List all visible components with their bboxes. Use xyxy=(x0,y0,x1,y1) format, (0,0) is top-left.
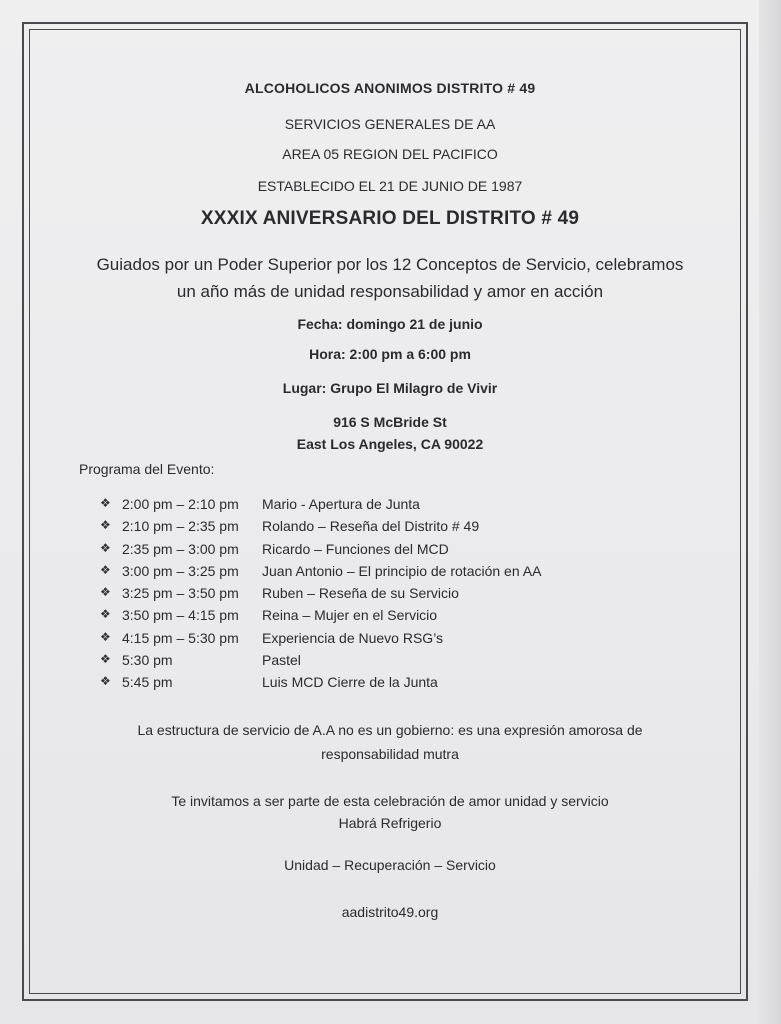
schedule-row xyxy=(100,630,660,652)
diamond-bullet-icon: ❖ xyxy=(100,585,111,600)
org-name: ALCOHOLICOS ANONIMOS DISTRITO # 49 xyxy=(244,80,536,96)
diamond-bullet-icon: ❖ xyxy=(100,629,111,644)
diamond-bullet-icon: ❖ xyxy=(100,540,111,555)
schedule-desc: Ruben – Reseña de su Servicio xyxy=(262,585,459,602)
schedule-time: 3:50 pm – 4:15 pm xyxy=(122,607,239,624)
event-location: Lugar: Grupo El Milagro de Vivir xyxy=(282,380,498,396)
event-date: Fecha: domingo 21 de junio xyxy=(297,316,483,332)
schedule-row xyxy=(100,674,660,696)
event-time: Hora: 2:00 pm a 6:00 pm xyxy=(309,346,471,362)
service-structure-note xyxy=(60,718,720,766)
diamond-bullet-icon: ❖ xyxy=(100,518,111,533)
address-city: East Los Angeles, CA 90022 xyxy=(296,436,484,452)
paper-edge xyxy=(759,0,781,1024)
diamond-bullet-icon: ❖ xyxy=(100,607,111,622)
subtitle-services: SERVICIOS GENERALES DE AA xyxy=(284,116,496,132)
schedule-desc: Luis MCD Cierre de la Junta xyxy=(262,674,438,691)
diamond-bullet-icon: ❖ xyxy=(100,562,111,577)
schedule-row xyxy=(100,541,660,563)
invitation xyxy=(60,790,720,834)
motto: Unidad – Recuperación – Servicio xyxy=(284,857,496,873)
subtitle-established: ESTABLECIDO EL 21 DE JUNIO DE 1987 xyxy=(257,178,523,194)
schedule-desc: Juan Antonio – El principio de rotación en AA xyxy=(262,562,542,579)
schedule-time: 5:45 pm xyxy=(122,674,173,691)
schedule-desc: Pastel xyxy=(262,652,301,669)
schedule-time: 5:30 pm xyxy=(122,652,173,669)
tagline-line-2: un año más de unidad responsabilidad y amor en acción xyxy=(176,282,604,301)
tagline xyxy=(60,251,720,305)
invite-line-1: Te invitamos a ser parte de esta celebración de amor unidad y servicio xyxy=(171,793,609,809)
website: aadistrito49.org xyxy=(341,904,439,920)
diamond-bullet-icon: ❖ xyxy=(100,674,111,689)
subtitle-area: AREA 05 REGION DEL PACIFICO xyxy=(282,146,498,162)
schedule-desc: Reina – Mujer en el Servicio xyxy=(262,607,438,624)
schedule-row xyxy=(100,563,660,585)
schedule-time: 4:15 pm – 5:30 pm xyxy=(122,629,239,646)
schedule-desc: Rolando – Reseña del Distrito # 49 xyxy=(262,518,480,535)
schedule-time: 3:00 pm – 3:25 pm xyxy=(122,562,239,579)
schedule-row xyxy=(100,585,660,607)
note-line-1: La estructura de servicio de A.A no es un gobierno: es una expresión amorosa de xyxy=(137,722,643,738)
note-line-2: responsabilidad mutra xyxy=(321,746,459,762)
tagline-line-1: Guiados por un Poder Superior por los 12 Conceptos de Servicio, celebramos xyxy=(96,255,684,274)
program-label: Programa del Evento: xyxy=(79,461,215,477)
event-address xyxy=(60,411,720,455)
schedule-desc: Ricardo – Funciones del MCD xyxy=(262,540,449,557)
schedule-time: 2:00 pm – 2:10 pm xyxy=(122,496,239,512)
event-title: XXXIX ANIVERSARIO DEL DISTRITO # 49 xyxy=(200,208,580,229)
schedule-time: 2:10 pm – 2:35 pm xyxy=(122,518,239,535)
invite-line-2: Habrá Refrigerio xyxy=(338,815,442,831)
program-schedule xyxy=(100,496,660,697)
schedule-row xyxy=(100,652,660,674)
schedule-time: 3:25 pm – 3:50 pm xyxy=(122,585,239,602)
diamond-bullet-icon: ❖ xyxy=(100,652,111,667)
schedule-desc: Mario - Apertura de Junta xyxy=(262,496,420,512)
diamond-bullet-icon: ❖ xyxy=(100,496,111,510)
schedule-row xyxy=(100,607,660,629)
address-street: 916 S McBride St xyxy=(333,414,447,430)
schedule-desc: Experiencia de Nuevo RSG’s xyxy=(262,629,444,646)
schedule-row xyxy=(100,496,660,518)
schedule-row xyxy=(100,518,660,540)
schedule-time: 2:35 pm – 3:00 pm xyxy=(122,540,239,557)
